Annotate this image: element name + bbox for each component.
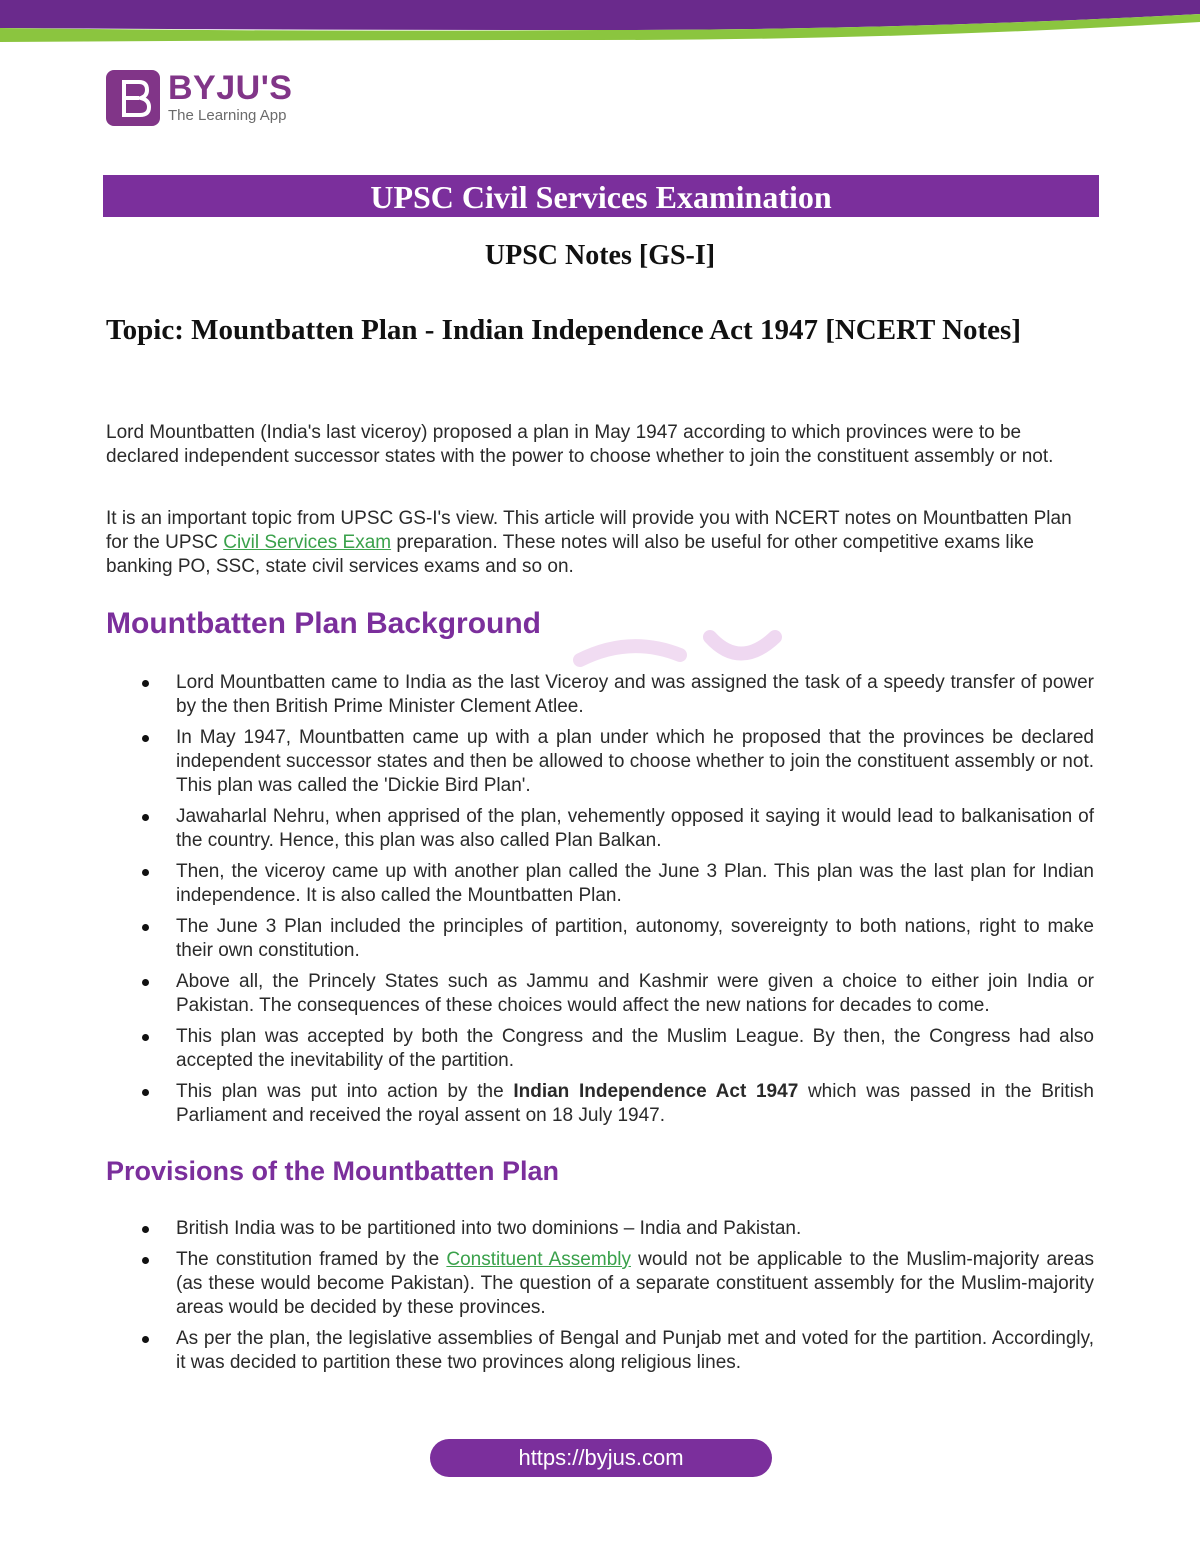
bullet-icon bbox=[142, 735, 149, 742]
notes-title: UPSC Notes [GS-I] bbox=[484, 240, 716, 271]
civil-services-exam-link[interactable]: Civil Services Exam bbox=[223, 532, 392, 553]
logo-name: BYJU'S bbox=[168, 69, 293, 107]
list-item: The June 3 Plan included the principles of partition, autonomy, sovereignty to both nations, right to make their own constitution. bbox=[136, 915, 1094, 963]
list-item: Then, the viceroy came up with another plan called the June 3 Plan. This plan was the last plan for Indian independence. It is also called the Mountbatten Plan. bbox=[136, 860, 1094, 908]
bullet-icon bbox=[142, 979, 149, 986]
bullet-icon bbox=[142, 1034, 149, 1041]
section-heading-provisions: Provisions of the Mountbatten Plan bbox=[106, 1156, 560, 1186]
intro-p2-text: It is an important topic from UPSC GS-I's view. This article will provide you with NCERT notes on Mountbatten Plan for the UPSC bbox=[106, 508, 1072, 553]
bullet-icon bbox=[142, 1226, 149, 1233]
watermark-logo bbox=[570, 615, 870, 675]
footer-url-link[interactable]: https://byjus.com bbox=[430, 1439, 772, 1477]
byjus-logo-badge bbox=[106, 70, 160, 126]
act-name-bold: Indian Independence Act 1947 bbox=[513, 1081, 799, 1102]
intro-paragraph-1: Lord Mountbatten (India's last viceroy) proposed a plan in May 1947 according to which provinces were to be declared independent successor states with the power to choose whether to join the constituent assembly or not. bbox=[106, 422, 1054, 467]
intro-p2-text-rest: preparation. These notes will also be useful for other competitive exams like banking PO, SSC, state civil services exams and so on. bbox=[106, 532, 1034, 577]
list-item: Jawaharlal Nehru, when apprised of the plan, vehemently opposed it saying it would lead to balkanisation of the country. Hence, this plan was also called Plan Balkan. bbox=[136, 805, 1094, 853]
list-item: This plan was put into action by the Indian Independence Act 1947 which was passed in the British Parliament and received the royal assent on 18 July 1947. bbox=[136, 1080, 1094, 1128]
list-item: As per the plan, the legislative assemblies of Bengal and Punjab met and voted for the partition. Accordingly, it was decided to partition these two provinces along religious lines. bbox=[136, 1327, 1094, 1375]
bullet-icon bbox=[142, 814, 149, 821]
list-item: Above all, the Princely States such as Jammu and Kashmir were given a choice to either join India or Pakistan. The consequences of these choices would affect the new nations for decades to come. bbox=[136, 970, 1094, 1018]
bullet-icon bbox=[142, 1089, 149, 1096]
list-item: The constitution framed by the Constituent Assembly would not be applicable to the Muslim-majority areas (as these would become Pakistan). The question of a separate constituent assembly for the Muslim-majority areas would be decided by these provinces. bbox=[136, 1248, 1094, 1320]
list-item: In May 1947, Mountbatten came up with a plan under which he proposed that the provinces be declared independent successor states and then be allowed to choose whether to join the constituent assembly or not. This plan was called the 'Dickie Bird Plan'. bbox=[136, 726, 1094, 798]
logo-tagline: The Learning App bbox=[168, 107, 287, 124]
bullet-icon bbox=[142, 924, 149, 931]
bullet-icon bbox=[142, 869, 149, 876]
bullet-icon bbox=[142, 1336, 149, 1343]
topic-title: Topic: Mountbatten Plan - Indian Independence Act 1947 [NCERT Notes] bbox=[106, 314, 1021, 346]
byjus-logo bbox=[106, 70, 292, 126]
background-list bbox=[136, 671, 1094, 1135]
list-item: British India was to be partitioned into two dominions – India and Pakistan. bbox=[136, 1217, 1094, 1241]
bullet-icon bbox=[142, 680, 149, 687]
header-decor-wave bbox=[0, 0, 1200, 44]
list-item: Lord Mountbatten came to India as the last Viceroy and was assigned the task of a speedy transfer of power by the then British Prime Minister Clement Atlee. bbox=[136, 671, 1094, 719]
list-item: This plan was accepted by both the Congress and the Muslim League. By then, the Congress had also accepted the inevitability of the partition. bbox=[136, 1025, 1094, 1073]
intro-paragraph-2 bbox=[106, 507, 1096, 579]
exam-banner: UPSC Civil Services Examination bbox=[103, 175, 1099, 217]
section-heading-background: Mountbatten Plan Background bbox=[106, 607, 541, 640]
constituent-assembly-link[interactable]: Constituent Assembly bbox=[446, 1249, 631, 1270]
bullet-icon bbox=[142, 1257, 149, 1264]
logo-b-icon bbox=[106, 70, 160, 126]
provisions-list bbox=[136, 1217, 1094, 1382]
